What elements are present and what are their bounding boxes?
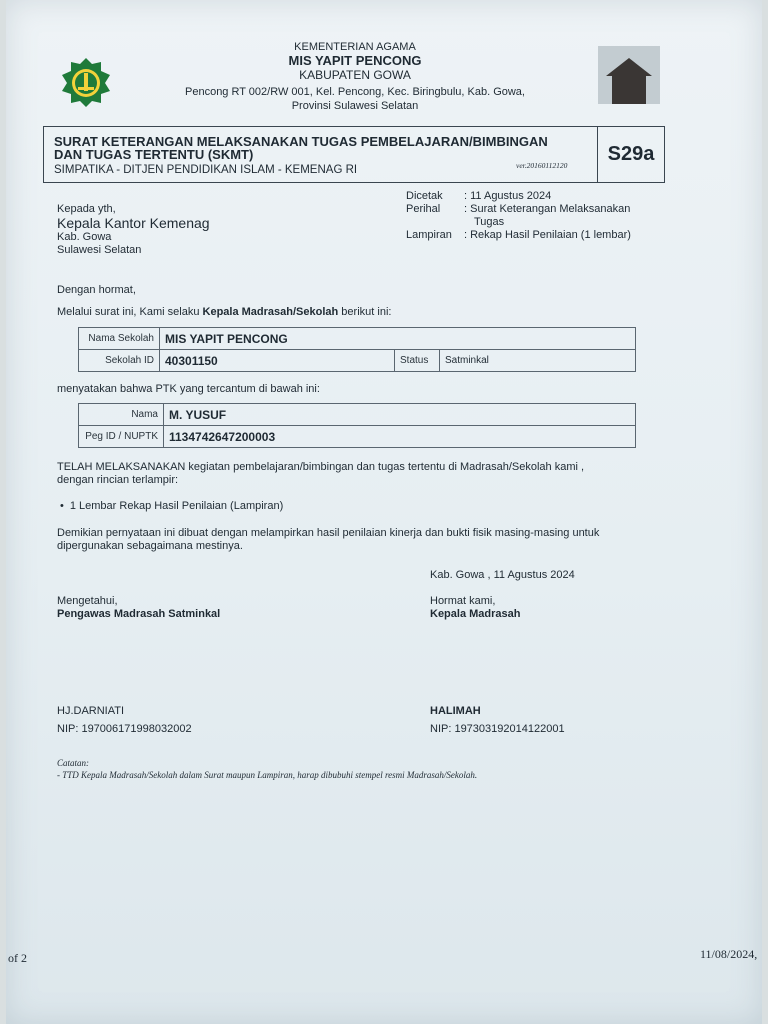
executed-line-2: dengan rincian terlampir: xyxy=(57,474,179,486)
closing-paragraph xyxy=(57,527,599,553)
ptk-id-label: Peg ID / NUPTK xyxy=(79,426,164,448)
status-value: Satminkal xyxy=(440,350,636,372)
ministry-name: KEMENTERIAN AGAMA xyxy=(294,41,416,53)
attachment-bullet xyxy=(60,500,283,513)
ptk-id-value: 1134742647200003 xyxy=(164,426,636,448)
recipient-name: Kepala Kantor Kemenag xyxy=(57,215,210,231)
greeting: Dengan hormat, xyxy=(57,284,136,296)
recipient-line-2: Sulawesi Selatan xyxy=(57,244,142,256)
declare-text: menyatakan bahwa PTK yang tercantum di bawah ini: xyxy=(57,383,320,395)
bullet-text: 1 Lembar Rekap Hasil Penilaian (Lampiran) xyxy=(69,500,284,512)
right-signer xyxy=(430,702,565,738)
left-signer xyxy=(57,702,192,738)
closing-line-1: Demikian pernyataan ini dibuat dengan melampirkan hasil penilaian kinerja dan bukti fisik masing-masing untuk xyxy=(57,527,600,539)
school-id-value: 40301150 xyxy=(160,350,395,372)
right-signature-block xyxy=(430,595,520,621)
left-signature-block xyxy=(57,595,220,621)
note-title: Catatan: xyxy=(57,758,90,768)
school-id-label: Sekolah ID xyxy=(79,350,160,372)
bullet-icon: • xyxy=(60,500,64,512)
right-intro: Hormat kami, xyxy=(430,595,496,607)
subject-value: : Surat Keterangan Melaksanakan xyxy=(464,203,631,215)
page-count: of 2 xyxy=(8,951,27,965)
kemenag-logo-icon xyxy=(57,56,115,108)
school-name-value: MIS YAPIT PENCONG xyxy=(160,328,636,350)
intro-paragraph xyxy=(57,306,391,319)
ptk-name-label: Nama xyxy=(79,404,164,426)
place-date: Kab. Gowa , 11 Agustus 2024 xyxy=(430,569,575,581)
right-role: Kepala Madrasah xyxy=(430,608,521,620)
attachment-value: : Rekap Hasil Penilaian (1 lembar) xyxy=(464,229,631,241)
note-block xyxy=(57,757,477,781)
regency-name: KABUPATEN GOWA xyxy=(299,68,411,82)
subject-value-cont: Tugas xyxy=(474,216,505,228)
closing-line-2: dipergunakan sebagaimana mestinya. xyxy=(57,540,243,552)
intro-post: berikut ini: xyxy=(338,306,392,318)
address-line-2: Provinsi Sulawesi Selatan xyxy=(291,100,419,112)
ptk-table xyxy=(78,403,636,448)
attachment-label: Lampiran xyxy=(406,229,452,241)
address-line-1: Pencong RT 002/RW 001, Kel. Pencong, Kec. Biringbulu, Kab. Gowa, xyxy=(185,86,525,98)
status-label: Status xyxy=(395,350,440,372)
ptk-name-value: M. YUSUF xyxy=(164,404,636,426)
school-table xyxy=(78,327,636,372)
right-signer-nip: NIP: 197303192014122001 xyxy=(430,723,565,735)
print-date: 11/08/2024, xyxy=(700,947,758,961)
executed-paragraph xyxy=(57,461,584,487)
title-line-2: DAN TUGAS TERTENTU (SKMT) xyxy=(54,147,254,162)
executed-line-1: TELAH MELAKSANAKAN kegiatan pembelajaran/bimbingan dan tugas tertentu di Madrasah/Sekolah kami , xyxy=(57,461,585,473)
intro-bold: Kepala Madrasah/Sekolah xyxy=(202,306,339,318)
letterhead xyxy=(150,40,560,113)
right-signer-name: HALIMAH xyxy=(430,705,481,717)
letter-title xyxy=(54,135,594,161)
subject-label: Perihal xyxy=(406,203,441,215)
printed-value: : 11 Agustus 2024 xyxy=(464,190,552,202)
school-name: MIS YAPIT PENCONG xyxy=(288,53,422,68)
left-signer-name: HJ.DARNIATI xyxy=(57,705,125,717)
intro-pre: Melalui surat ini, Kami selaku xyxy=(57,306,203,318)
recipient-line-1: Kab. Gowa xyxy=(57,231,112,243)
letter-meta xyxy=(406,190,664,242)
left-signer-nip: NIP: 197006171998032002 xyxy=(57,723,192,735)
note-text: - TTD Kepala Madrasah/Sekolah dalam Surat maupun Lampiran, harap dibubuhi stempel resmi Madrasah/Sekolah. xyxy=(57,770,478,780)
title-line-1: SURAT KETERANGAN MELAKSANAKAN TUGAS PEMBELAJARAN/BIMBINGAN xyxy=(54,134,548,149)
left-role: Pengawas Madrasah Satminkal xyxy=(57,608,221,620)
form-code: S29a xyxy=(597,127,664,182)
letter-title-box xyxy=(43,126,665,183)
printed-label: Dicetak xyxy=(406,190,443,202)
recipient-to: Kepada yth, xyxy=(57,203,116,215)
version-label: ver.20160112120 xyxy=(516,161,568,170)
recipient-block xyxy=(57,203,210,257)
left-intro: Mengetahui, xyxy=(57,595,118,607)
title-subtitle: SIMPATIKA - DITJEN PENDIDIKAN ISLAM - KEMENAG RI xyxy=(54,164,358,176)
teacher-photo xyxy=(598,46,660,104)
school-name-label: Nama Sekolah xyxy=(79,328,160,350)
